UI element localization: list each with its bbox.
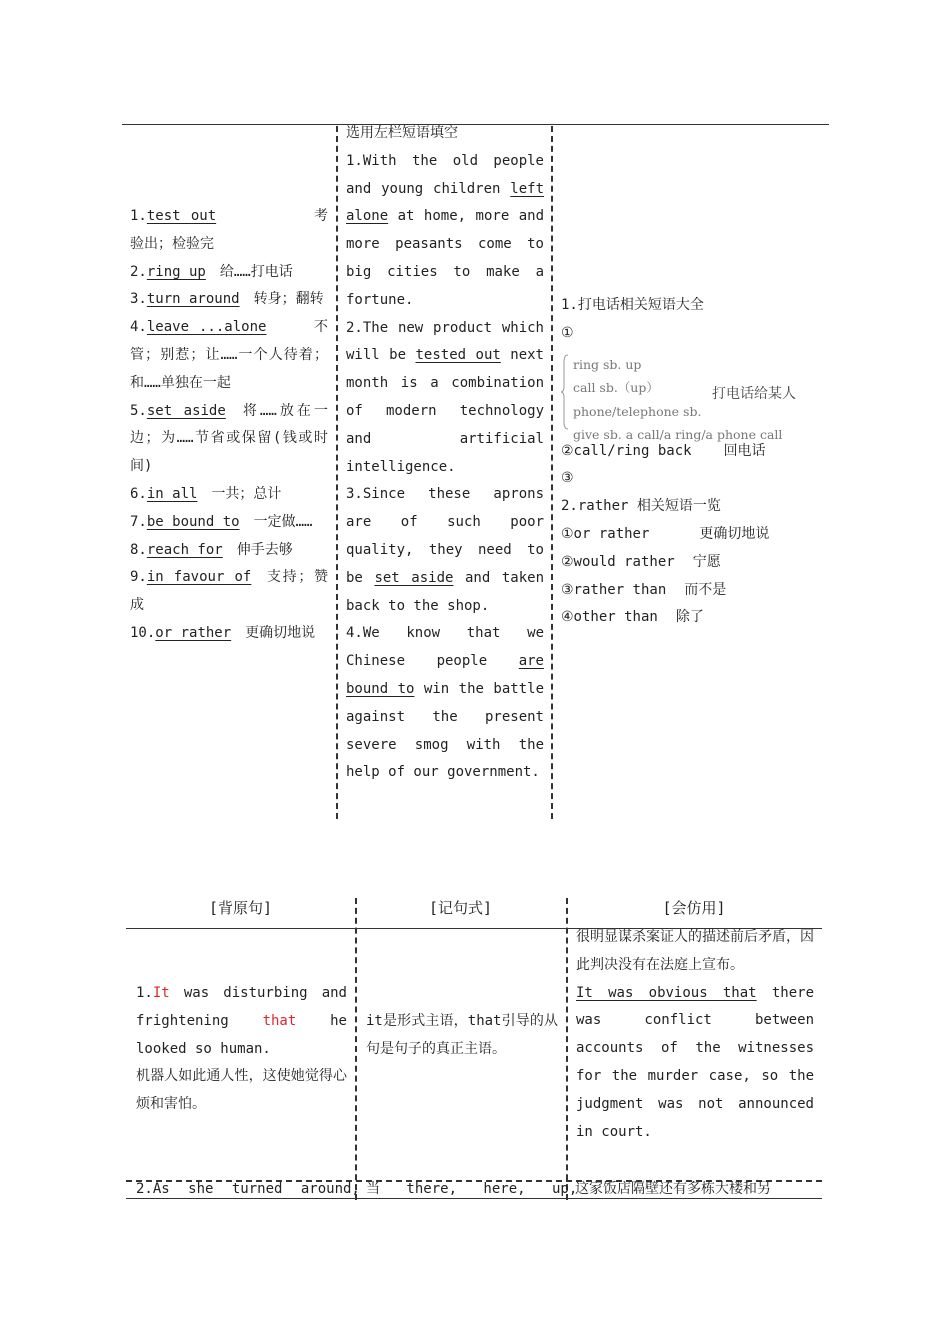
phrase-number: 1. — [130, 208, 147, 224]
sentence-text: The new product which will be — [346, 319, 544, 364]
phrase-item — [130, 537, 328, 565]
header-imitate: [会仿用] — [662, 899, 726, 917]
circle-number-1: ① — [561, 324, 574, 341]
fill-sentence-1 — [346, 148, 544, 315]
phrase-number: 10. — [130, 624, 156, 641]
phrase-number: 3. — [130, 291, 147, 308]
sentence-number: 3. — [346, 486, 363, 503]
phrase-meaning: 支持；赞成 — [130, 569, 328, 614]
phrase-text: reach for — [146, 541, 223, 558]
phrase-meaning: 宁愿 — [692, 553, 721, 570]
phrase-text: ①or rather — [561, 525, 650, 542]
phrase-text: ③rather than — [561, 581, 667, 598]
phrase-text: ring up — [146, 263, 206, 280]
sentence-text: was disturbing and frightening — [136, 985, 347, 1029]
phrase-item — [130, 398, 328, 481]
phrase-meaning: 回电话 — [723, 442, 766, 459]
highlight-that: that — [262, 1012, 297, 1029]
answer-blank: set aside — [374, 569, 454, 586]
original-sentence — [136, 980, 347, 1119]
table2-divider-1 — [355, 898, 357, 1200]
table2-row-2 — [126, 1181, 822, 1199]
phrase-text: in all — [146, 485, 198, 502]
phrase-text: in favour of — [146, 569, 252, 586]
table2-bottom-border — [126, 1198, 822, 1199]
phone-phrase: give sb. a call/a ring/a phone call — [573, 426, 783, 442]
phrase-number: 8. — [130, 541, 147, 558]
sentence-number: 1. — [346, 152, 363, 169]
sentence-text: Since these aprons are of such poor quality, they need to be — [346, 486, 544, 586]
phrase-meaning: 更确切地说 — [699, 525, 770, 542]
sentence-number: 2. — [346, 319, 363, 336]
phrase-meaning: 给……打电话 — [219, 263, 293, 280]
phrase-meaning: 将……放在一边；为……节省或保留(钱或时间) — [130, 402, 329, 475]
phrase-item — [130, 564, 328, 620]
translation-prompt: 很明显谋杀案证人的描述前后矛盾，因此判决没有在法庭上宣布。 — [576, 929, 814, 973]
phrase-list — [130, 203, 328, 648]
phrase-meaning: 伸手去够 — [236, 541, 293, 558]
phrase-text: ②would rather — [561, 553, 675, 570]
phrase-meaning: 更确切地说 — [245, 624, 316, 641]
phrase-text: ②call/ring back — [561, 442, 692, 459]
highlight-it: It — [152, 985, 170, 1001]
phone-phrase-group — [561, 352, 823, 442]
phrase-meaning: 一共；总计 — [211, 485, 282, 502]
fill-sentence-4 — [346, 620, 544, 787]
phone-phrase: phone/telephone sb. — [573, 403, 702, 419]
sentence-text: at home, more and more peasants come to big cities to make a fortune. — [346, 208, 544, 308]
answer-blank: It was obvious that — [576, 984, 757, 1001]
phrase-meaning: 除了 — [675, 609, 704, 626]
fill-in-exercise — [346, 120, 544, 787]
phrase-number: 2. — [130, 263, 147, 280]
phrase-number: 6. — [130, 485, 147, 502]
phrase-item — [130, 314, 328, 397]
answer-blank: tested out — [415, 347, 501, 364]
sentence-text: and taken back to the shop. — [346, 569, 544, 614]
extension-line — [561, 521, 823, 549]
phrase-text: be bound to — [146, 513, 240, 530]
phrase-item — [130, 203, 328, 259]
phone-phrase: call sb.（up） — [573, 379, 659, 395]
phrase-text: set aside — [146, 402, 226, 419]
circle-number-3: ③ — [561, 470, 574, 487]
sentence-translation: 机器人如此通人性，这使她觉得心烦和害怕。 — [136, 1068, 347, 1113]
answer-blank: are bound to — [346, 653, 544, 697]
phrase-meaning: 转身；翻转 — [253, 291, 324, 308]
header-pattern: [记句式] — [428, 899, 493, 917]
original-sentence-2: 2.As she turned around, — [136, 1181, 360, 1197]
phrase-item — [130, 286, 328, 314]
phrase-number: 7. — [130, 513, 147, 530]
phrase-item — [130, 481, 328, 509]
imitation-prompt-2: 这家饭店隔壁还有多栋大楼和另 — [575, 1181, 771, 1197]
phrase-text: leave ...alone — [146, 319, 267, 336]
phrase-text: or rather — [155, 624, 232, 641]
phrase-number: 4. — [130, 319, 147, 336]
phrase-number: 9. — [130, 569, 147, 586]
phrase-item — [130, 509, 328, 537]
phrase-meaning: 考验出；检验完 — [130, 208, 328, 252]
phrase-item — [130, 259, 328, 287]
phrase-text: test out — [146, 208, 217, 224]
imitation-exercise — [576, 924, 814, 1146]
table2-divider-2 — [566, 898, 568, 1200]
extension-notes — [561, 292, 823, 632]
curly-brace-icon — [561, 354, 569, 430]
sentence-number: 4. — [346, 625, 363, 642]
extension-line — [561, 604, 823, 632]
fill-sentence-2 — [346, 315, 544, 482]
sentence-text: next month is a combination of modern technology and artificial intelligence. — [346, 347, 544, 475]
phone-phrase-meaning: 打电话给某人 — [712, 385, 796, 402]
phone-phrase: ring sb. up — [573, 356, 642, 372]
fill-title: 选用左栏短语填空 — [346, 125, 458, 141]
sentence-text: he looked so human. — [136, 1012, 347, 1057]
sentence-pattern-note: it是形式主语，that引导的从句是句子的真正主语。 — [366, 1013, 558, 1057]
fill-sentence-3 — [346, 481, 544, 620]
phrase-meaning: 一定做…… — [253, 513, 313, 530]
sentence-text: there was conflict between accounts of the witnesses for the murder case, so the judgment was not announced in court. — [576, 984, 814, 1140]
phrase-item — [130, 620, 328, 648]
extension-line — [561, 549, 823, 577]
header-recite: [背原句] — [208, 899, 273, 917]
phrase-text: ④other than — [561, 609, 658, 626]
extension-heading-1: 1.打电话相关短语大全 — [561, 297, 704, 313]
extension-line — [561, 577, 823, 605]
extension-heading-2: 2.rather 相关短语一览 — [561, 498, 721, 515]
sentence-text: win the battle against the present severe smog with the help of our government. — [346, 680, 544, 781]
table1-divider-2 — [551, 126, 553, 819]
sentence-text: With the old people and young children — [346, 152, 544, 197]
phrase-meaning: 而不是 — [684, 581, 727, 598]
sentence-text: We know that we Chinese people — [346, 625, 544, 670]
phrase-text: turn around — [146, 291, 240, 308]
phrase-number: 5. — [130, 402, 147, 419]
answer-blank: left alone — [346, 180, 544, 225]
table1-divider-1 — [336, 126, 338, 819]
sentence-number: 1. — [136, 985, 153, 1001]
sentence-pattern-2: 当 there, here, up, — [366, 1181, 578, 1197]
phrase-meaning: 不管；别惹；让……一个人待着；和……单独在一起 — [130, 319, 328, 391]
